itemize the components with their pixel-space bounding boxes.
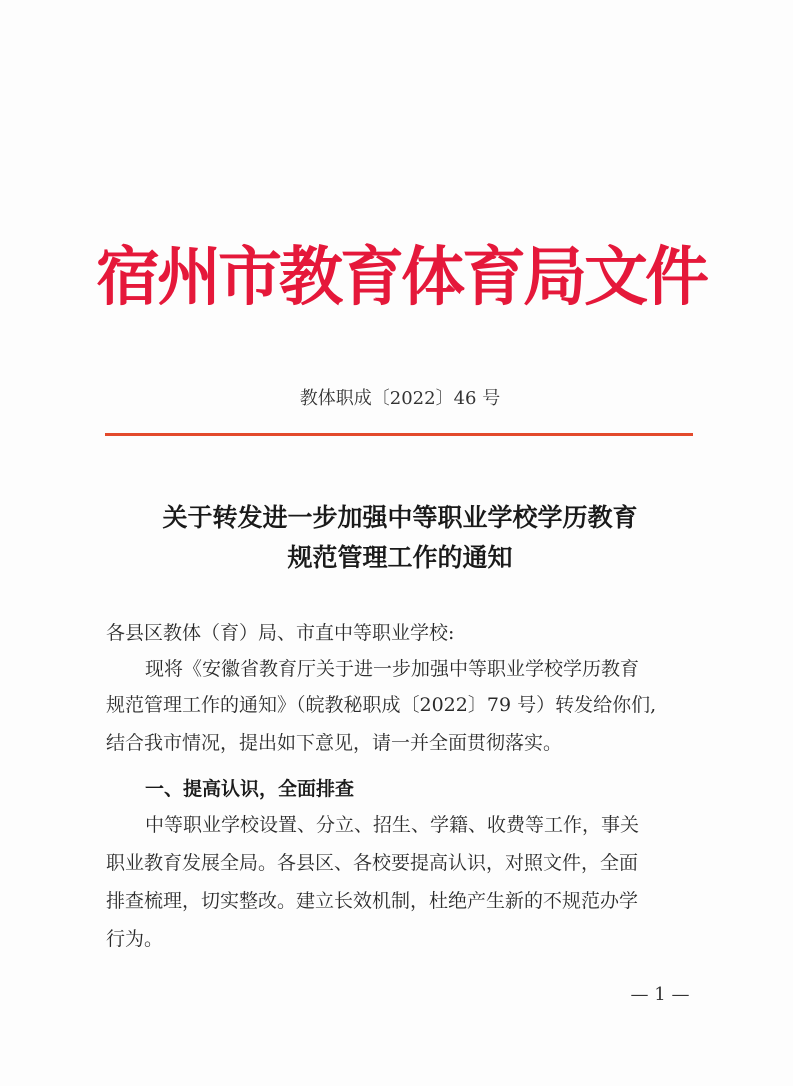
document-title-line-2: 规范管理工作的通知 bbox=[287, 543, 513, 572]
page-number: — 1 — bbox=[630, 984, 690, 1005]
document-title-line-1: 关于转发进一步加强中等职业学校学历教育 bbox=[162, 503, 638, 532]
red-separator-line bbox=[105, 433, 693, 436]
salutation: 各县区教体（育）局、市直中等职业学校: bbox=[106, 622, 455, 644]
paragraph-2-line-1: 中等职业学校设置、分立、招生、学籍、收费等工作，事关 bbox=[145, 814, 640, 836]
document-number: 教体职成〔2022〕46 号 bbox=[299, 388, 501, 409]
paragraph-1-line-3: 结合我市情况，提出如下意见，请一并全面贯彻落实。 bbox=[106, 732, 563, 754]
paragraph-2-line-3: 排查梳理，切实整改。建立长效机制，杜绝产生新的不规范办学 bbox=[106, 890, 639, 912]
paragraph-2-line-2: 职业教育发展全局。各县区、各校要提高认识，对照文件，全面 bbox=[106, 852, 639, 874]
masthead-title: 宿州市教育体育局文件 bbox=[96, 240, 706, 315]
paragraph-1-line-1: 现将《安徽省教育厅关于进一步加强中等职业学校学历教育 bbox=[145, 658, 640, 680]
paragraph-2-line-4: 行为。 bbox=[106, 928, 164, 950]
section-1-heading: 一、提高认识，全面排查 bbox=[145, 778, 355, 800]
paragraph-1-line-2: 规范管理工作的通知》（皖教秘职成〔2022〕79 号）转发给你们, bbox=[106, 694, 657, 716]
